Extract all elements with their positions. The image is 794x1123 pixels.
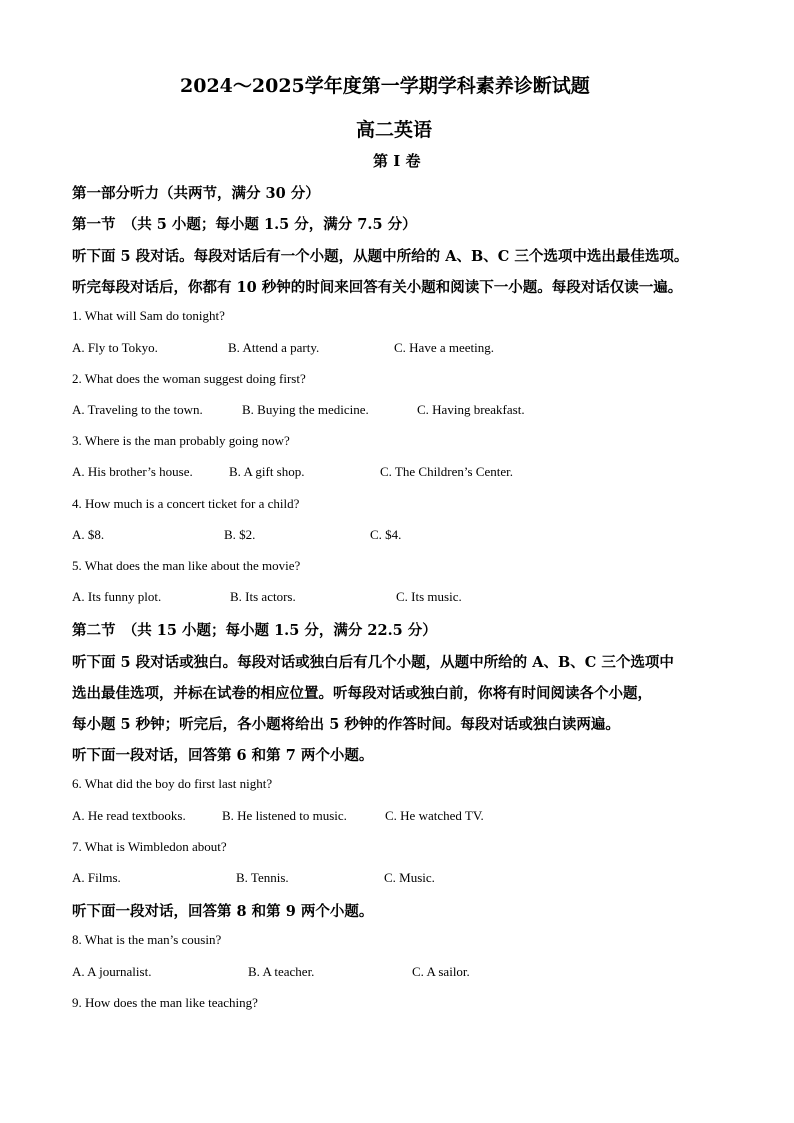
question-stem: 6. What did the boy do first last night? (72, 776, 273, 791)
option-c: C. The Children’s Center. (380, 464, 513, 479)
question-stem: 2. What does the woman suggest doing first? (72, 371, 306, 386)
option-a: A. Its funny plot. (72, 589, 162, 604)
question-stem: 9. How does the man like teaching? (72, 995, 258, 1010)
question-stem: 3. Where is the man probably going now? (72, 433, 290, 448)
option-a: A. He read textbooks. (72, 808, 186, 823)
part1-heading: 第一部分听力（共两节，满分 30 分） (72, 185, 320, 202)
option-b: B. $2. (224, 527, 256, 542)
exam-subtitle: 高二英语 (356, 119, 433, 141)
option-c: C. Its music. (396, 589, 462, 604)
option-a: A. Films. (72, 870, 121, 885)
option-b: B. Buying the medicine. (242, 402, 369, 417)
option-c: C. Have a meeting. (394, 340, 494, 355)
section2-instruction: 每小题 5 秒钟；听完后，各小题将给出 5 秒钟的作答时间。每段对话或独白读两遍。 (72, 716, 620, 733)
question-stem: 4. How much is a concert ticket for a child? (72, 496, 300, 511)
question-stem: 7. What is Wimbledon about? (72, 839, 227, 854)
option-b: B. He listened to music. (222, 808, 347, 823)
option-b: B. A gift shop. (229, 464, 305, 479)
volume-label: 第 I 卷 (373, 152, 421, 170)
option-a: A. His brother’s house. (72, 464, 193, 479)
option-a: A. Traveling to the town. (72, 402, 203, 417)
section1-instruction: 听下面 5 段对话。每段对话后有一个小题，从题中所给的 A、B、C 三个选项中选出最佳选项。 (72, 248, 689, 265)
section1-heading: 第一节 （共 5 小题；每小题 1.5 分，满分 7.5 分） (72, 216, 417, 233)
option-a: A. A journalist. (72, 964, 152, 979)
section2-instruction: 听下面 5 段对话或独白。每段对话或独白后有几个小题，从题中所给的 A、B、C 三个选项中 (72, 654, 674, 671)
section2-instruction: 选出最佳选项，并标在试卷的相应位置。听每段对话或独白前，你将有时间阅读各个小题， (72, 685, 652, 702)
option-b: B. Its actors. (230, 589, 296, 604)
option-c: C. Music. (384, 870, 435, 885)
question-stem: 8. What is the man’s cousin? (72, 932, 222, 947)
option-a: A. Fly to Tokyo. (72, 340, 158, 355)
question-stem: 1. What will Sam do tonight? (72, 308, 225, 323)
option-c: C. He watched TV. (385, 808, 484, 823)
question-stem: 5. What does the man like about the movie? (72, 558, 301, 573)
option-c: C. $4. (370, 527, 402, 542)
option-a: A. $8. (72, 527, 105, 542)
section2-heading: 第二节 （共 15 小题；每小题 1.5 分，满分 22.5 分） (72, 622, 437, 639)
group-heading: 听下面一段对话，回答第 8 和第 9 两个小题。 (72, 903, 374, 920)
exam-title: 2024～2025学年度第一学期学科素养诊断试题 (180, 75, 590, 97)
option-c: C. A sailor. (412, 964, 470, 979)
option-c: C. Having breakfast. (417, 402, 525, 417)
option-b: B. Tennis. (236, 870, 289, 885)
option-b: B. A teacher. (248, 964, 315, 979)
option-b: B. Attend a party. (228, 340, 320, 355)
section1-instruction: 听完每段对话后，你都有 10 秒钟的时间来回答有关小题和阅读下一小题。每段对话仅读一遍。 (72, 279, 683, 296)
group-heading: 听下面一段对话，回答第 6 和第 7 两个小题。 (72, 747, 374, 764)
